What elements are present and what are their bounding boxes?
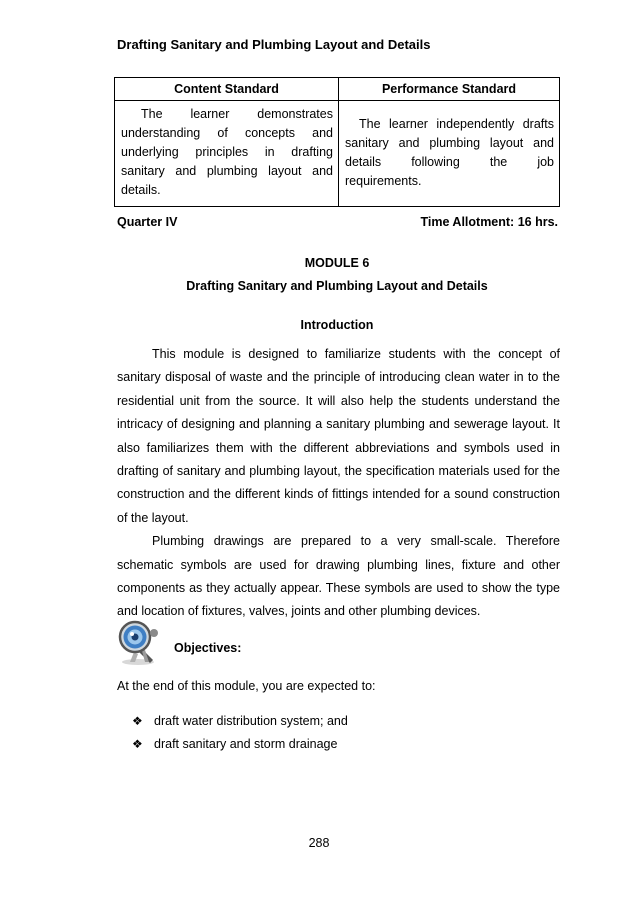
- objectives-lead: At the end of this module, you are expected to:: [117, 679, 376, 693]
- content-standard-text: The learner demonstrates understanding of concepts and underlying principles in drafting sanitary and plumbing layout and details.: [115, 101, 339, 207]
- running-header: Drafting Sanitary and Plumbing Layout and Details: [117, 37, 431, 52]
- intro-paragraph: This module is designed to familiarize students with the concept of sanitary disposal of waste and the principle of introducing clean water in to the residential unit from the source. It will also help the students understand the intricacy of designing and planning a sanitary plumbing and sewerage layout. It also familiarizes them with the different abbreviations and symbols used in drafting of sanitary and plumbing layout, the specification materials used for the construction and the different kinds of fittings intended for a sound construction of the layout.: [117, 347, 560, 525]
- page-number: 288: [308, 836, 330, 850]
- objectives-label: Objectives:: [174, 641, 242, 655]
- diamond-bullet-icon: ❖: [132, 736, 143, 751]
- list-item: [132, 732, 348, 755]
- diamond-bullet-icon: ❖: [132, 713, 143, 728]
- intro-paragraph: Plumbing drawings are prepared to a very small-scale. Therefore schematic symbols are used for drawing plumbing lines, fixture and other components as they actually appear. These symbols are used to show the type and location of fixtures, valves, joints and other plumbing devices.: [117, 534, 560, 619]
- section-heading: Introduction: [300, 318, 374, 332]
- magnifying-glass-icon: [112, 616, 162, 666]
- content-standard-header: Content Standard: [115, 78, 339, 101]
- introduction-body: [117, 343, 560, 624]
- quarter-label: Quarter IV: [117, 215, 178, 229]
- module-number: MODULE 6: [304, 256, 370, 270]
- objective-text: draft water distribution system; and: [154, 713, 348, 728]
- list-item: [132, 709, 348, 732]
- objectives-list: [132, 709, 348, 755]
- module-title: Drafting Sanitary and Plumbing Layout and Details: [186, 279, 488, 293]
- standards-table: [114, 77, 560, 207]
- performance-standard-text: The learner independently drafts sanitary and plumbing layout and details following the job requirements.: [339, 101, 560, 207]
- time-allotment: Time Allotment: 16 hrs.: [420, 215, 558, 229]
- performance-standard-header: Performance Standard: [339, 78, 560, 101]
- objective-text: draft sanitary and storm drainage: [154, 736, 338, 751]
